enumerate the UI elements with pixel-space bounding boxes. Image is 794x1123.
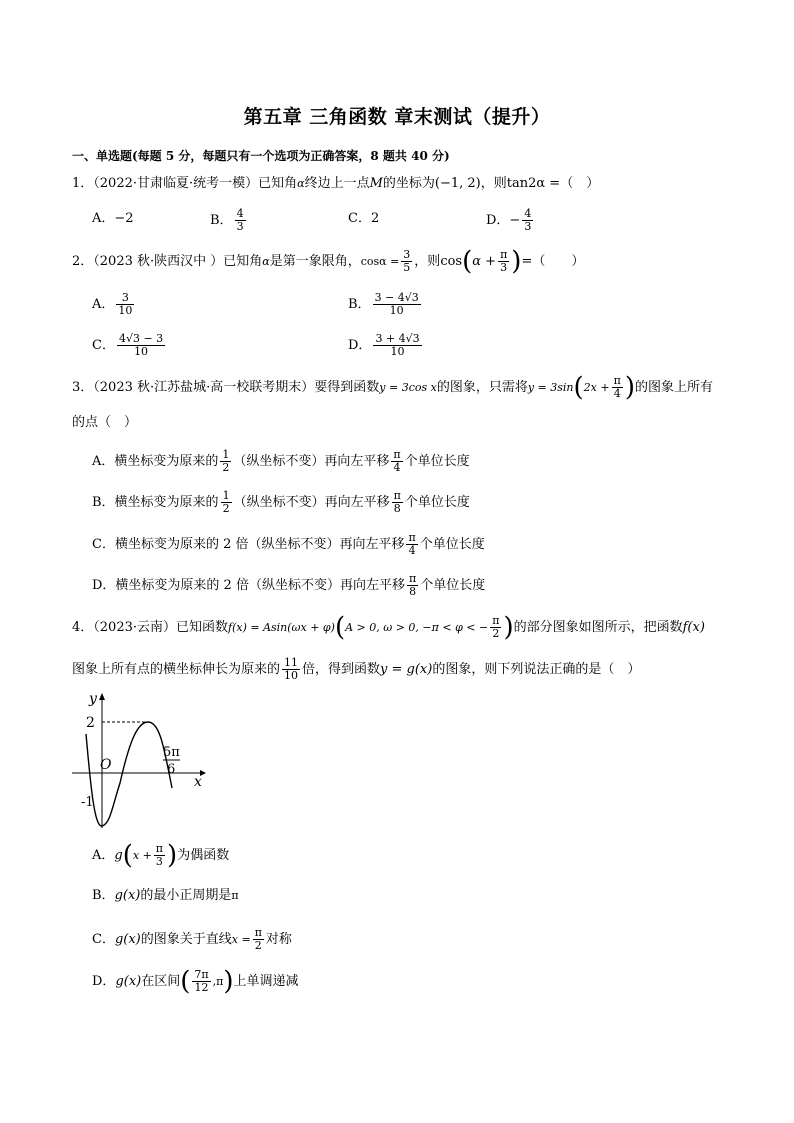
q3-option-c-fraction <box>406 532 417 557</box>
q3-option-c-pre: C．横坐标变为原来的 2 倍（纵坐标不变）再向左平移 <box>92 537 405 552</box>
fraction-numerator: π <box>500 248 508 261</box>
fraction-denominator: 3 <box>236 220 244 233</box>
q2-cos-expr: cosα = <box>360 255 400 268</box>
q4-option-d-end: 上单调递减 <box>233 974 299 989</box>
q3-stem-mid: 的图象，只需将 <box>436 380 528 395</box>
q4-option-c-func: g(x) <box>114 932 141 947</box>
fraction-numerator: 3 − 4√3 <box>374 291 419 304</box>
q2-stem-end: =（ ） <box>521 254 585 269</box>
fraction-denominator: 4 <box>408 544 416 557</box>
q3-option-a-pre: A．横坐标变为原来的 <box>92 454 219 469</box>
q4-option-c[interactable] <box>92 927 292 952</box>
fraction-numerator: π <box>408 531 416 544</box>
q3-option-a[interactable] <box>92 449 470 474</box>
q4-line2-fraction <box>282 657 300 682</box>
fraction-numerator: π <box>408 572 417 585</box>
fraction-numerator: 3 <box>403 248 411 261</box>
left-paren: ( <box>573 372 584 403</box>
q2-option-c-label: C． <box>92 338 115 353</box>
fraction-denominator: 8 <box>393 502 401 515</box>
q3-option-a-mid: （纵坐标不变）再向左平移 <box>233 454 390 469</box>
fraction-denominator: 2 <box>222 461 230 474</box>
q4-option-d-fraction <box>192 969 210 994</box>
fraction-numerator: 4 <box>524 207 532 220</box>
fraction-denominator: 3 <box>500 261 508 274</box>
fraction-denominator: 12 <box>194 981 209 994</box>
q4-option-b[interactable] <box>92 885 239 907</box>
q1-stem-pre: 1．（2022·甘肃临夏·统考一模）已知角 <box>72 176 298 191</box>
right-paren: ) <box>223 966 234 997</box>
q1-stem-mid: 终边上一点 <box>304 176 370 191</box>
q2-cos-fraction <box>401 249 412 274</box>
fraction-numerator: 3 + 4√3 <box>375 332 420 345</box>
q4-option-c-eq: x = <box>231 933 251 946</box>
q1-stem-end: （ ） <box>560 176 600 191</box>
q2-alpha: α <box>262 255 270 268</box>
q2-option-a[interactable] <box>92 292 136 317</box>
q2-option-b-label: B． <box>348 297 371 312</box>
q4-option-d-label: D． <box>92 974 116 989</box>
section-header: 一、单选题(每题 5 分，每题只有一个选项为正确答案，8 题共 40 分) <box>72 149 450 163</box>
q4-option-a[interactable] <box>92 840 230 871</box>
fraction-denominator: 8 <box>409 585 417 598</box>
fraction-denominator: 5 <box>403 261 411 274</box>
left-paren: ( <box>462 246 473 277</box>
q4-option-d-func: g(x) <box>115 974 142 989</box>
zero-label-numerator: 5π <box>163 745 180 760</box>
q4-line2-end: 的图象，则下列说法正确的是（ ） <box>432 662 641 677</box>
q3-option-d-end: 个单位长度 <box>420 578 486 593</box>
fraction-numerator: π <box>613 374 621 387</box>
q2-option-c[interactable] <box>92 333 167 358</box>
q4-sine-graph <box>72 688 212 833</box>
q1-stem-mid2: 的坐标为 <box>382 176 435 191</box>
sine-curve <box>86 722 172 826</box>
fraction-numerator: 3 <box>116 292 134 305</box>
question-3-stem <box>72 372 713 403</box>
q4-stem-pre: 4．（2023·云南）已知函数 <box>72 620 228 635</box>
q3-option-d-pre: D．横坐标变为原来的 2 倍（纵坐标不变）再向左平移 <box>92 578 405 593</box>
page-title: 第五章 三角函数 章末测试（提升） <box>243 106 551 128</box>
fraction-denominator: 2 <box>492 627 500 640</box>
left-paren: ( <box>334 612 346 643</box>
q2-target-fraction <box>498 249 509 274</box>
q4-option-d[interactable] <box>92 966 299 997</box>
right-paren: ) <box>511 246 522 277</box>
fraction-numerator: π <box>393 489 401 502</box>
q2-option-d-fraction <box>373 333 421 358</box>
q4-option-b-func: g(x) <box>114 888 141 903</box>
q1-option-d-fraction <box>522 208 533 233</box>
fraction-numerator: 7π <box>194 968 209 981</box>
fraction-numerator: π <box>393 448 401 461</box>
q4-option-a-fraction <box>154 843 165 868</box>
fraction-numerator: 1 <box>222 448 230 461</box>
q4-stem-mid: 的部分图象如图所示，把函数 <box>513 620 683 635</box>
fraction-denominator: 3 <box>524 220 532 233</box>
q1-option-d[interactable] <box>486 208 535 233</box>
q4-func2: f(x) <box>682 620 705 635</box>
q2-target-inner: α + <box>472 254 497 269</box>
zero-label-denominator: 6 <box>167 762 176 777</box>
fraction-numerator: 11 <box>284 656 299 669</box>
q3-stem-pre: 3．（2023 秋·江苏盐城·高一校联考期末）要得到函数 <box>72 380 380 395</box>
q2-option-a-fraction <box>116 292 134 317</box>
y-intercept-label: -1 <box>81 795 94 810</box>
q2-stem-mid2: ，则 <box>414 254 441 269</box>
q2-stem-mid: 是第一象限角， <box>269 254 361 269</box>
q3-option-b-end: 个单位长度 <box>404 495 470 510</box>
q4-func3: y = g(x) <box>380 662 433 677</box>
q3-option-a-fraction-1 <box>220 449 231 474</box>
q4-cond-fraction <box>490 615 501 640</box>
q4-option-d-right: ,π <box>212 975 224 988</box>
q4-option-c-end: 对称 <box>265 932 292 947</box>
q2-stem-pre: 2．（2023 秋·陕西汉中 ）已知角 <box>72 254 263 269</box>
q2-option-d[interactable] <box>348 333 424 358</box>
q4-option-a-label: A． <box>92 848 115 863</box>
fraction-denominator: 10 <box>118 304 133 317</box>
fraction-numerator: 1 <box>222 489 230 502</box>
q1-option-b-fraction <box>235 208 246 233</box>
fraction-denominator: 10 <box>134 345 149 358</box>
q3-option-d-fraction <box>407 573 418 598</box>
origin-label: O <box>100 757 112 773</box>
q1-expr: tan2α = <box>506 176 561 191</box>
fraction-numerator: π <box>492 614 500 627</box>
q2-option-a-label: A． <box>92 297 115 312</box>
q3-option-b[interactable] <box>92 490 470 515</box>
q4-func: f(x) = Asin(ωx + φ) <box>228 621 335 634</box>
question-2-stem <box>72 246 585 277</box>
q4-option-c-label: C． <box>92 932 115 947</box>
q4-option-a-func: g <box>114 848 123 863</box>
q3-option-d[interactable] <box>92 573 485 598</box>
q4-option-c-mid: 的图象关于直线 <box>140 932 232 947</box>
q4-option-d-mid: 在区间 <box>141 974 181 989</box>
left-paren: ( <box>180 966 191 997</box>
q3-func2-pre: y = 3sin <box>527 381 574 394</box>
fraction-denominator: 4 <box>393 461 401 474</box>
q3-stem-end: 的图象上所有 <box>634 380 713 395</box>
right-paren: ) <box>624 372 635 403</box>
fraction-numerator: π <box>155 842 164 855</box>
left-paren: ( <box>122 840 133 871</box>
fraction-denominator: 3 <box>155 855 163 868</box>
fraction-denominator: 10 <box>284 669 299 682</box>
q4-option-b-end: 的最小正周期是 <box>140 888 232 903</box>
q3-func1: y = 3cos x <box>379 381 437 394</box>
fraction-denominator: 10 <box>389 304 404 317</box>
q3-option-a-fraction-2 <box>391 449 402 474</box>
right-paren: ) <box>167 840 178 871</box>
fraction-numerator: π <box>254 926 262 939</box>
q3-option-b-pre: B．横坐标变为原来的 <box>92 495 219 510</box>
q1-option-c[interactable]: C．2 <box>348 211 380 226</box>
q2-option-b-fraction <box>373 292 421 317</box>
q1-point: M <box>369 176 383 191</box>
q2-option-c-fraction <box>117 333 165 358</box>
q3-option-b-mid: （纵坐标不变）再向左平移 <box>233 495 390 510</box>
q3-option-c[interactable] <box>92 532 485 557</box>
q3-func2-fraction <box>612 375 623 400</box>
q4-option-b-value: π <box>231 889 239 902</box>
q1-option-b[interactable] <box>210 208 248 233</box>
fraction-denominator: 2 <box>254 939 262 952</box>
x-axis-label: x <box>194 774 202 790</box>
q3-option-a-end: 个单位长度 <box>404 454 470 469</box>
fraction-denominator: 4 <box>613 387 621 400</box>
q4-option-c-fraction <box>253 927 264 952</box>
q3-option-b-fraction-1 <box>221 490 232 515</box>
y-axis-label: y <box>89 691 97 707</box>
q3-func2-inner: 2x + <box>583 381 610 394</box>
question-4-stem <box>72 612 705 643</box>
q4-stem-line2 <box>72 657 640 682</box>
right-paren: ) <box>503 612 514 643</box>
fraction-numerator: 4√3 − 3 <box>118 332 164 345</box>
q4-line2-pre: 图象上所有点的横坐标伸长为原来的 <box>72 662 281 677</box>
q3-option-c-end: 个单位长度 <box>419 537 485 552</box>
q4-option-a-inner: x + <box>132 849 152 862</box>
q4-cond-pre: A > 0, ω > 0, −π < φ < − <box>345 621 489 634</box>
y-axis-arrow <box>99 693 105 700</box>
q4-option-b-label: B． <box>92 888 115 903</box>
question-1-stem <box>72 173 599 195</box>
q3-option-b-fraction-2 <box>392 490 403 515</box>
y-max-label: 2 <box>86 715 95 731</box>
q1-stem-mid3: ，则 <box>480 176 507 191</box>
q1-option-b-label: B． <box>210 213 233 228</box>
q4-option-a-end: 为偶函数 <box>177 848 230 863</box>
q2-option-d-label: D． <box>348 338 372 353</box>
fraction-denominator: 10 <box>390 345 405 358</box>
q2-option-b[interactable] <box>348 292 423 317</box>
q1-option-d-label: D．− <box>486 213 521 228</box>
q4-line2-mid: 倍，得到函数 <box>302 662 381 677</box>
q1-alpha: α <box>297 177 305 190</box>
fraction-numerator: 4 <box>236 207 244 220</box>
fraction-denominator: 2 <box>222 502 230 515</box>
q1-option-a[interactable]: A．−2 <box>92 211 134 226</box>
q2-target-pre: cos <box>440 254 463 269</box>
q3-stem-line2: 的点（ ） <box>72 415 138 430</box>
q1-coords: (−1, 2) <box>434 176 481 191</box>
